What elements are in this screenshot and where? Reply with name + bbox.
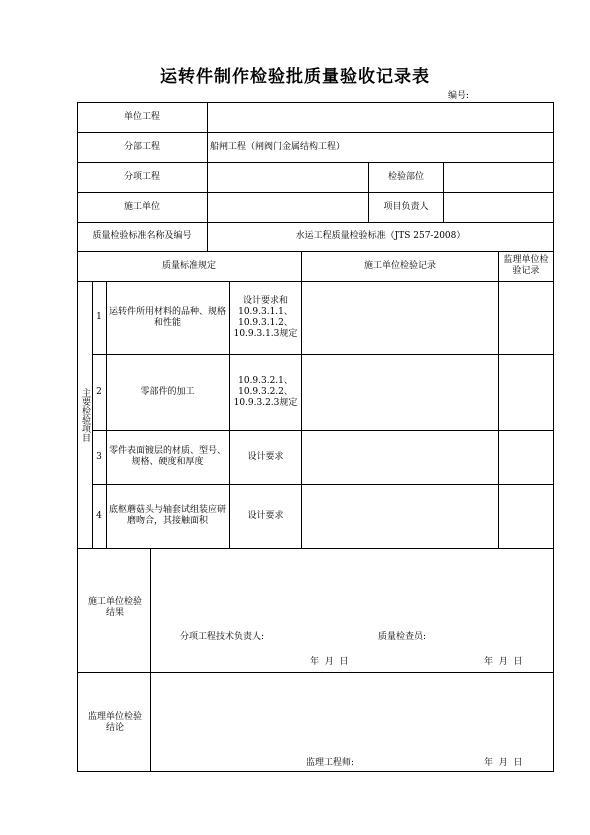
row-number: 3	[96, 451, 102, 462]
inspection-part-label: 检验部位	[387, 171, 424, 182]
quality-standard-header: 质量标准规定	[161, 260, 216, 271]
requirement: 设计要求和10.9.3.1.1、10.9.3.1.2、10.9.3.1.3规定	[233, 295, 298, 339]
construction-record-header: 施工单位检验记录	[363, 260, 436, 271]
supervision-record-cell[interactable]	[499, 484, 553, 548]
supervision-record-header: 监理单位检验记录	[503, 255, 549, 276]
construction-record-cell[interactable]	[302, 281, 498, 354]
supervision-conclusion-label: 监理单位检验结论	[87, 712, 142, 733]
item-project-value[interactable]	[208, 162, 368, 192]
inspection-item: 零件表面镀层的材质、型号、规格、硬度和厚度	[108, 446, 226, 467]
supervision-record-cell[interactable]	[499, 354, 553, 430]
requirement: 10.9.3.2.1、10.9.3.2.2、10.9.3.2.3规定	[233, 375, 298, 408]
item-project-label: 分项工程	[123, 171, 160, 182]
construction-record-cell[interactable]	[302, 354, 498, 430]
row-number: 4	[96, 510, 102, 521]
inspection-item: 运转件所用材料的品种、规格和性能	[108, 306, 226, 328]
engineer-label: 监理工程师:	[306, 758, 355, 768]
row-number: 1	[96, 312, 102, 322]
standard-value: 水运工程质量检验标准（JTS 257-2008）	[295, 231, 466, 241]
project-leader-label: 项目负责人	[383, 201, 429, 212]
project-leader-value[interactable]	[444, 192, 553, 222]
page-title: 运转件制作检验批质量验收记录表	[160, 67, 430, 87]
construction-unit-value[interactable]	[208, 192, 368, 222]
unit-project-label: 单位工程	[123, 111, 160, 122]
inspector-label: 质量检查员:	[378, 632, 427, 642]
requirement: 设计要求	[247, 510, 284, 521]
serial-number-label: 编号:	[448, 91, 470, 101]
supervision-record-cell[interactable]	[499, 430, 553, 484]
requirement: 设计要求	[247, 451, 284, 462]
sub-project-value: 船闸工程（闸阀门金属结构工程）	[210, 141, 346, 152]
date-2: 年 月 日	[484, 657, 523, 667]
construction-result-label: 施工单位检验结果	[87, 597, 142, 618]
tech-leader-label: 分项工程技术负责人:	[180, 632, 265, 642]
supervision-record-cell[interactable]	[499, 281, 553, 354]
date-1: 年 月 日	[310, 657, 349, 667]
inspection-part-value[interactable]	[444, 162, 553, 192]
construction-unit-label: 施工单位	[123, 201, 160, 212]
unit-project-value[interactable]	[208, 102, 553, 132]
construction-record-cell[interactable]	[302, 430, 498, 484]
inspection-item: 零部件的加工	[140, 386, 195, 397]
standard-label: 质量检验标准名称及编号	[92, 231, 192, 241]
row-number: 2	[96, 386, 102, 397]
construction-record-cell[interactable]	[302, 484, 498, 548]
sub-project-label: 分部工程	[123, 141, 160, 152]
main-items-group-label: 主要检验项目	[80, 387, 90, 442]
date-3: 年 月 日	[484, 758, 523, 768]
inspection-item: 底枢蘑菇头与轴套试组装应研磨吻合，其接触面积	[108, 505, 226, 526]
inspection-record-table	[77, 102, 554, 772]
